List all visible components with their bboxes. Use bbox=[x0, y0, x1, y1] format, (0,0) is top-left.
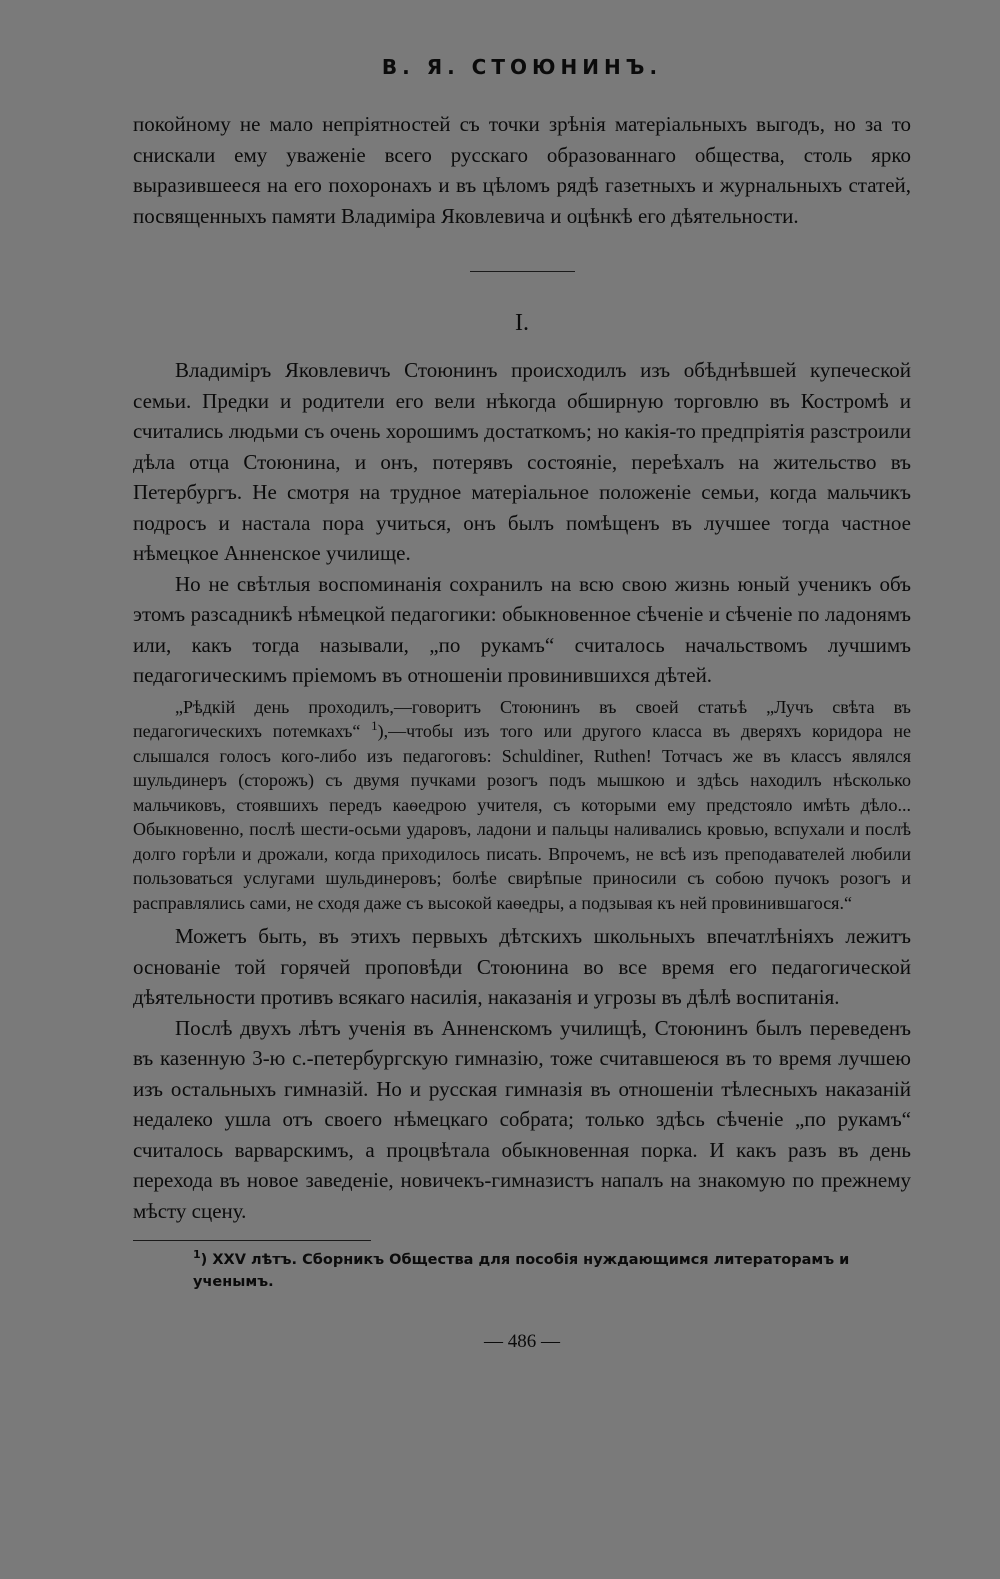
intro-paragraph: покойному не мало непріятностей съ точки зрѣнія матеріальныхъ выгодъ, но за то снискали ему уваженіе всего русскаго образованнаго общества, столь ярко выразившееся на его похоронахъ и въ цѣломъ рядѣ газетныхъ и журнальныхъ статей, посвященныхъ памяти Владиміра Яковлевича и оцѣнкѣ его дѣятельности. bbox=[133, 112, 911, 228]
footnote-text: ) XXV лѣтъ. Сборникъ Общества для пособія нуждающимся литераторамъ и ученымъ. bbox=[193, 1252, 850, 1290]
paragraph: Можетъ быть, въ этихъ первыхъ дѣтскихъ школьныхъ впечатлѣніяхъ лежитъ основаніе той горячей проповѣди Стоюнина во все время его педагогической дѣятельности противъ всякаго насилія, наказанія и угрозы въ дѣлѣ воспитанія. bbox=[133, 924, 911, 1009]
footnote bbox=[193, 1249, 911, 1293]
section-separator bbox=[470, 271, 575, 272]
quote-text-end: ),—чтобы изъ того или другого класса въ дверяхъ коридора не слышался голосъ кого-либо изъ педагоговъ: Schuldiner, Ruthen! Тотчасъ же въ классъ являлся шульдинеръ (сторожъ) съ двумя пучками розогъ подъ мышкою и здѣсь находилъ нѣсколько мальчиковъ, стоявшихъ передъ каѳедрою учителя, съ которыми ему предстояло имѣть дѣло... Обыкновенно, послѣ шести-осьми ударовъ, ладони и пальцы наливались кровью, вспухали и послѣ долго горѣли и дрожали, когда приходилось писать. Впрочемъ, не всѣ изъ преподавателей любили пользоваться услугами шульдинеровъ; болѣе свирѣпые приносили съ собою пучокъ розогъ и расправлялись сами, не сходя даже съ высокой каѳедры, а подзывая къ ней провинившагося.“ bbox=[133, 721, 911, 913]
quote-text-start: „Рѣдкій день проходилъ,—говоритъ Стоюнинъ въ своей статьѣ „Лучъ свѣта въ педагогическихъ потемкахъ“ bbox=[133, 696, 911, 741]
chapter-number: I. bbox=[515, 310, 529, 336]
block-quote bbox=[133, 695, 911, 916]
running-head: В. Я. СТОЮНИНЪ. bbox=[381, 55, 663, 79]
book-page bbox=[133, 55, 911, 1525]
footnote-reference: 1 bbox=[371, 718, 378, 733]
paragraph: Послѣ двухъ лѣтъ ученія въ Анненскомъ училищѣ, Стоюнинъ былъ переведенъ въ казенную 3-ю с.-петербургскую гимназію, тоже считавшеюся въ то время лучшею изъ остальныхъ гимназій. Но и русская гимназія въ отношеніи тѣлесныхъ наказаній недалеко ушла отъ своего нѣмецкаго собрата; только здѣсь сѣченіе „по рукамъ“ считалось варварскимъ, а процвѣтала обыкновенная порка. И какъ разъ въ день перехода въ новое заведеніе, новичекъ-гимназистъ напалъ на знакомую по прежнему мѣсту сцену. bbox=[133, 1015, 911, 1223]
paragraph: Но не свѣтлыя воспоминанія сохранилъ на всю свою жизнь юный ученикъ объ этомъ разсадникѣ нѣмецкой педагогики: обыкновенное сѣченіе и сѣченіе по ладонямъ или, какъ тогда называли, „по рукамъ“ считалось начальствомъ лучшимъ педагогическимъ пріемомъ въ отношеніи провинившихся дѣтей. bbox=[133, 571, 911, 687]
paragraph: Владиміръ Яковлевичъ Стоюнинъ происходилъ изъ обѣднѣвшей купеческой семьи. Предки и родители его вели нѣкогда обширную торговлю въ Костромѣ и считались людьми съ очень хорошимъ достаткомъ; но какія-то предпріятія разстроили дѣла отца Стоюнина, и онъ, потерявъ состояніе, переѣхалъ на жительство въ Петербургъ. Не смотря на трудное матеріальное положеніе семьи, когда мальчикъ подросъ и настала пора учиться, онъ былъ помѣщенъ въ лучшее тогда частное нѣмецкое Анненское училище. bbox=[133, 358, 911, 565]
page-number: — 486 — bbox=[484, 1331, 560, 1352]
footnote-rule bbox=[133, 1240, 371, 1241]
footnote-mark: 1 bbox=[193, 1248, 201, 1262]
